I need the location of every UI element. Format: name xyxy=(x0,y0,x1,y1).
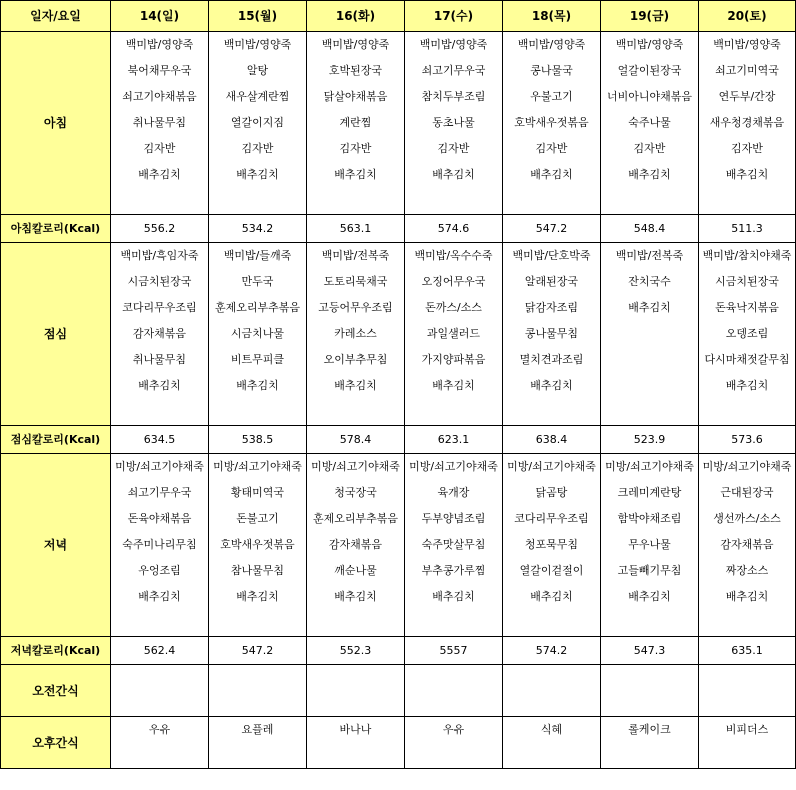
breakfast-menu-item: 얼갈이된장국 xyxy=(601,58,699,84)
dinner-menu-item: 황태미역국 xyxy=(209,480,307,506)
dinner-item-row xyxy=(1,454,796,481)
dinner-menu-item: 미방/쇠고기야채죽 xyxy=(503,454,601,481)
dinner-menu-item: 근대된장국 xyxy=(699,480,796,506)
dinner-kcal-row xyxy=(1,637,796,665)
breakfast-menu-item: 연두부/간장 xyxy=(699,84,796,110)
dinner-menu-item xyxy=(503,610,601,637)
lunch-menu-item: 배추김치 xyxy=(209,373,307,399)
dinner-label: 저녁 xyxy=(1,454,111,637)
breakfast-menu-item xyxy=(699,188,796,215)
lunch-item-row xyxy=(1,373,796,399)
breakfast-menu-item: 배추김치 xyxy=(405,162,503,188)
breakfast-kcal-value: 563.1 xyxy=(307,215,405,243)
lunch-menu-item: 코다리무우조림 xyxy=(111,295,209,321)
breakfast-menu-item: 백미밥/영양죽 xyxy=(111,32,209,59)
header-day: 16(화) xyxy=(307,1,405,32)
lunch-menu-item xyxy=(111,399,209,426)
breakfast-menu-item: 배추김치 xyxy=(209,162,307,188)
lunch-menu-item: 과일샐러드 xyxy=(405,321,503,347)
pm_snack-item: 요플레 xyxy=(209,717,307,769)
lunch-menu-item: 가지양파볶음 xyxy=(405,347,503,373)
breakfast-kcal-value: 534.2 xyxy=(209,215,307,243)
lunch-menu-item xyxy=(307,399,405,426)
breakfast-item-row xyxy=(1,58,796,84)
breakfast-menu-item xyxy=(405,188,503,215)
lunch-menu-item: 취나물무침 xyxy=(111,347,209,373)
breakfast-kcal-value: 547.2 xyxy=(503,215,601,243)
dinner-menu-item: 호박새우젓볶음 xyxy=(209,532,307,558)
dinner-menu-item: 미방/쇠고기야채죽 xyxy=(307,454,405,481)
lunch-menu-item xyxy=(405,399,503,426)
lunch-menu-item: 비트무피클 xyxy=(209,347,307,373)
breakfast-menu-item: 북어채무우국 xyxy=(111,58,209,84)
lunch-menu-item: 콩나물무침 xyxy=(503,321,601,347)
lunch-menu-item: 백미밥/들깨죽 xyxy=(209,243,307,270)
lunch-menu-item: 시금치된장국 xyxy=(699,269,796,295)
dinner-item-row xyxy=(1,584,796,610)
pm_snack-row xyxy=(1,717,796,769)
dinner-menu-item: 함박야채조림 xyxy=(601,506,699,532)
dinner-menu-item: 숙주맛살무침 xyxy=(405,532,503,558)
breakfast-menu-item: 쇠고기미역국 xyxy=(699,58,796,84)
lunch-menu-item: 멸치견과조림 xyxy=(503,347,601,373)
lunch-menu-item: 오이부추무침 xyxy=(307,347,405,373)
breakfast-menu-item: 새우청경채볶음 xyxy=(699,110,796,136)
breakfast-menu-item xyxy=(209,188,307,215)
breakfast-kcal-value: 556.2 xyxy=(111,215,209,243)
am_snack-item xyxy=(601,665,699,717)
dinner-menu-item: 쇠고기무우국 xyxy=(111,480,209,506)
breakfast-menu-item: 쇠고기무우국 xyxy=(405,58,503,84)
am_snack-label: 오전간식 xyxy=(1,665,111,717)
breakfast-menu-item: 쇠고기야채볶음 xyxy=(111,84,209,110)
lunch-menu-item: 배추김치 xyxy=(111,373,209,399)
am_snack-item xyxy=(209,665,307,717)
breakfast-menu-item: 배추김치 xyxy=(699,162,796,188)
breakfast-menu-item: 너비아니야채볶음 xyxy=(601,84,699,110)
dinner-menu-item: 깨순나물 xyxy=(307,558,405,584)
header-day: 15(월) xyxy=(209,1,307,32)
dinner-menu-item: 배추김치 xyxy=(503,584,601,610)
dinner-menu-item: 배추김치 xyxy=(699,584,796,610)
dinner-kcal-value: 547.3 xyxy=(601,637,699,665)
dinner-item-row xyxy=(1,558,796,584)
breakfast-menu-item: 김자반 xyxy=(111,136,209,162)
lunch-item-row xyxy=(1,269,796,295)
dinner-menu-item: 생선까스/소스 xyxy=(699,506,796,532)
breakfast-menu-item: 새우살계란찜 xyxy=(209,84,307,110)
breakfast-item-row xyxy=(1,32,796,59)
breakfast-menu-item: 배추김치 xyxy=(503,162,601,188)
breakfast-menu-item xyxy=(111,188,209,215)
dinner-menu-item: 미방/쇠고기야채죽 xyxy=(111,454,209,481)
breakfast-item-row xyxy=(1,162,796,188)
pm_snack-item: 우유 xyxy=(111,717,209,769)
dinner-menu-item: 청포묵무침 xyxy=(503,532,601,558)
dinner-item-row xyxy=(1,480,796,506)
pm_snack-item: 롤케이크 xyxy=(601,717,699,769)
header-day: 17(수) xyxy=(405,1,503,32)
dinner-menu-item: 참나물무침 xyxy=(209,558,307,584)
dinner-menu-item: 돈육야채볶음 xyxy=(111,506,209,532)
breakfast-menu-item xyxy=(601,188,699,215)
am_snack-row xyxy=(1,665,796,717)
lunch-menu-item: 돈까스/소스 xyxy=(405,295,503,321)
lunch-menu-item xyxy=(601,321,699,347)
dinner-menu-item: 배추김치 xyxy=(601,584,699,610)
breakfast-menu-item: 김자반 xyxy=(405,136,503,162)
breakfast-kcal-label: 아침칼로리(Kcal) xyxy=(1,215,111,243)
dinner-menu-item xyxy=(601,610,699,637)
am_snack-item xyxy=(699,665,796,717)
lunch-menu-item xyxy=(209,399,307,426)
lunch-menu-item xyxy=(699,399,796,426)
lunch-menu-item: 다시마채젓갈무침 xyxy=(699,347,796,373)
dinner-menu-item: 미방/쇠고기야채죽 xyxy=(209,454,307,481)
lunch-menu-item: 백미밥/단호박죽 xyxy=(503,243,601,270)
lunch-menu-item xyxy=(601,399,699,426)
lunch-menu-item: 백미밥/전복죽 xyxy=(307,243,405,270)
lunch-menu-item: 잔치국수 xyxy=(601,269,699,295)
dinner-menu-item: 미방/쇠고기야채죽 xyxy=(699,454,796,481)
lunch-menu-item: 도토리묵채국 xyxy=(307,269,405,295)
dinner-menu-item: 고들빼기무침 xyxy=(601,558,699,584)
dinner-menu-item: 닭곰탕 xyxy=(503,480,601,506)
dinner-menu-item: 돈불고기 xyxy=(209,506,307,532)
lunch-kcal-value: 623.1 xyxy=(405,426,503,454)
lunch-menu-item: 카레소스 xyxy=(307,321,405,347)
dinner-kcal-value: 5557 xyxy=(405,637,503,665)
lunch-menu-item: 배추김치 xyxy=(307,373,405,399)
lunch-kcal-value: 538.5 xyxy=(209,426,307,454)
breakfast-kcal-value: 574.6 xyxy=(405,215,503,243)
lunch-item-row xyxy=(1,243,796,270)
breakfast-menu-item: 배추김치 xyxy=(111,162,209,188)
breakfast-menu-item: 백미밥/영양죽 xyxy=(601,32,699,59)
dinner-kcal-value: 547.2 xyxy=(209,637,307,665)
dinner-menu-item: 무우나물 xyxy=(601,532,699,558)
dinner-menu-item: 훈제오리부추볶음 xyxy=(307,506,405,532)
breakfast-menu-item: 동초나물 xyxy=(405,110,503,136)
lunch-item-row xyxy=(1,321,796,347)
breakfast-menu-item: 열갈이지짐 xyxy=(209,110,307,136)
breakfast-menu-item: 김자반 xyxy=(699,136,796,162)
lunch-menu-item: 백미밥/참치야채죽 xyxy=(699,243,796,270)
breakfast-menu-item: 배추김치 xyxy=(601,162,699,188)
lunch-menu-item: 알래된장국 xyxy=(503,269,601,295)
pm_snack-item: 바나나 xyxy=(307,717,405,769)
lunch-menu-item: 감자채볶음 xyxy=(111,321,209,347)
dinner-item-row xyxy=(1,610,796,637)
dinner-menu-item: 코다리무우조림 xyxy=(503,506,601,532)
breakfast-menu-item: 배추김치 xyxy=(307,162,405,188)
dinner-item-row xyxy=(1,506,796,532)
breakfast-menu-item: 숙주나물 xyxy=(601,110,699,136)
breakfast-menu-item: 백미밥/영양죽 xyxy=(699,32,796,59)
breakfast-menu-item xyxy=(307,188,405,215)
breakfast-menu-item: 참치두부조림 xyxy=(405,84,503,110)
breakfast-item-row xyxy=(1,188,796,215)
lunch-menu-item xyxy=(601,373,699,399)
breakfast-menu-item: 알탕 xyxy=(209,58,307,84)
breakfast-kcal-row xyxy=(1,215,796,243)
dinner-menu-item: 청국장국 xyxy=(307,480,405,506)
breakfast-kcal-value: 511.3 xyxy=(699,215,796,243)
lunch-menu-item: 시금치나물 xyxy=(209,321,307,347)
breakfast-menu-item: 김자반 xyxy=(503,136,601,162)
breakfast-item-row xyxy=(1,136,796,162)
breakfast-label: 아침 xyxy=(1,32,111,215)
dinner-kcal-value: 635.1 xyxy=(699,637,796,665)
breakfast-menu-item: 백미밥/영양죽 xyxy=(209,32,307,59)
lunch-menu-item: 훈제오리부추볶음 xyxy=(209,295,307,321)
breakfast-kcal-value: 548.4 xyxy=(601,215,699,243)
lunch-menu-item: 만두국 xyxy=(209,269,307,295)
dinner-menu-item: 감자채볶음 xyxy=(307,532,405,558)
lunch-menu-item: 배추김치 xyxy=(601,295,699,321)
lunch-menu-item: 시금치된장국 xyxy=(111,269,209,295)
breakfast-menu-item: 백미밥/영양죽 xyxy=(503,32,601,59)
lunch-menu-item: 배추김치 xyxy=(503,373,601,399)
lunch-kcal-value: 578.4 xyxy=(307,426,405,454)
breakfast-menu-item: 콩나물국 xyxy=(503,58,601,84)
dinner-menu-item xyxy=(699,610,796,637)
dinner-menu-item: 미방/쇠고기야채죽 xyxy=(405,454,503,481)
lunch-menu-item: 닭감자조림 xyxy=(503,295,601,321)
dinner-menu-item xyxy=(405,610,503,637)
lunch-menu-item: 백미밥/흑임자죽 xyxy=(111,243,209,270)
breakfast-menu-item: 우불고기 xyxy=(503,84,601,110)
breakfast-menu-item: 김자반 xyxy=(209,136,307,162)
pm_snack-label: 오후간식 xyxy=(1,717,111,769)
header-corner: 일자/요일 xyxy=(1,1,111,32)
breakfast-menu-item: 호박된장국 xyxy=(307,58,405,84)
lunch-kcal-value: 634.5 xyxy=(111,426,209,454)
dinner-menu-item: 우엉조림 xyxy=(111,558,209,584)
breakfast-menu-item: 계란찜 xyxy=(307,110,405,136)
header-day: 20(토) xyxy=(699,1,796,32)
am_snack-item xyxy=(307,665,405,717)
pm_snack-item: 우유 xyxy=(405,717,503,769)
lunch-menu-item: 백미밥/옥수수죽 xyxy=(405,243,503,270)
am_snack-item xyxy=(503,665,601,717)
dinner-menu-item: 배추김치 xyxy=(307,584,405,610)
dinner-menu-item: 배추김치 xyxy=(405,584,503,610)
lunch-item-row xyxy=(1,295,796,321)
dinner-menu-item: 미방/쇠고기야채죽 xyxy=(601,454,699,481)
table-body xyxy=(1,32,796,769)
lunch-kcal-row xyxy=(1,426,796,454)
lunch-kcal-label: 점심칼로리(Kcal) xyxy=(1,426,111,454)
dinner-kcal-value: 562.4 xyxy=(111,637,209,665)
lunch-menu-item: 백미밥/전복죽 xyxy=(601,243,699,270)
lunch-item-row xyxy=(1,347,796,373)
dinner-kcal-value: 574.2 xyxy=(503,637,601,665)
header-day: 18(목) xyxy=(503,1,601,32)
header-day: 19(금) xyxy=(601,1,699,32)
breakfast-menu-item: 닭살야채볶음 xyxy=(307,84,405,110)
lunch-kcal-value: 638.4 xyxy=(503,426,601,454)
breakfast-menu-item: 취나물무침 xyxy=(111,110,209,136)
dinner-menu-item: 감자채볶음 xyxy=(699,532,796,558)
breakfast-menu-item: 백미밥/영양죽 xyxy=(307,32,405,59)
dinner-menu-item xyxy=(111,610,209,637)
breakfast-menu-item: 김자반 xyxy=(601,136,699,162)
lunch-menu-item xyxy=(601,347,699,373)
lunch-menu-item: 오뎅조림 xyxy=(699,321,796,347)
dinner-menu-item: 짜장소스 xyxy=(699,558,796,584)
dinner-menu-item: 육개장 xyxy=(405,480,503,506)
lunch-kcal-value: 573.6 xyxy=(699,426,796,454)
dinner-kcal-value: 552.3 xyxy=(307,637,405,665)
dinner-menu-item: 배추김치 xyxy=(209,584,307,610)
lunch-kcal-value: 523.9 xyxy=(601,426,699,454)
breakfast-menu-item: 호박새우젓볶음 xyxy=(503,110,601,136)
lunch-menu-item: 배추김치 xyxy=(699,373,796,399)
pm_snack-item: 식혜 xyxy=(503,717,601,769)
dinner-menu-item: 두부양념조림 xyxy=(405,506,503,532)
dinner-menu-item: 숙주미나리무침 xyxy=(111,532,209,558)
lunch-item-row xyxy=(1,399,796,426)
header-day: 14(일) xyxy=(111,1,209,32)
dinner-menu-item xyxy=(307,610,405,637)
breakfast-item-row xyxy=(1,110,796,136)
breakfast-menu-item xyxy=(503,188,601,215)
dinner-menu-item: 크레미계란탕 xyxy=(601,480,699,506)
dinner-item-row xyxy=(1,532,796,558)
breakfast-menu-item: 김자반 xyxy=(307,136,405,162)
am_snack-item xyxy=(405,665,503,717)
lunch-label: 점심 xyxy=(1,243,111,426)
header-row xyxy=(1,1,796,32)
lunch-menu-item: 돈육낙지볶음 xyxy=(699,295,796,321)
dinner-menu-item: 부추콩가루찜 xyxy=(405,558,503,584)
lunch-menu-item xyxy=(503,399,601,426)
breakfast-menu-item: 백미밥/영양죽 xyxy=(405,32,503,59)
lunch-menu-item: 배추김치 xyxy=(405,373,503,399)
dinner-menu-item: 열갈이겉절이 xyxy=(503,558,601,584)
dinner-menu-item xyxy=(209,610,307,637)
dinner-kcal-label: 저녁칼로리(Kcal) xyxy=(1,637,111,665)
breakfast-item-row xyxy=(1,84,796,110)
pm_snack-item: 비피더스 xyxy=(699,717,796,769)
lunch-menu-item: 고등어무우조림 xyxy=(307,295,405,321)
dinner-menu-item: 배추김치 xyxy=(111,584,209,610)
am_snack-item xyxy=(111,665,209,717)
lunch-menu-item: 오징어무우국 xyxy=(405,269,503,295)
